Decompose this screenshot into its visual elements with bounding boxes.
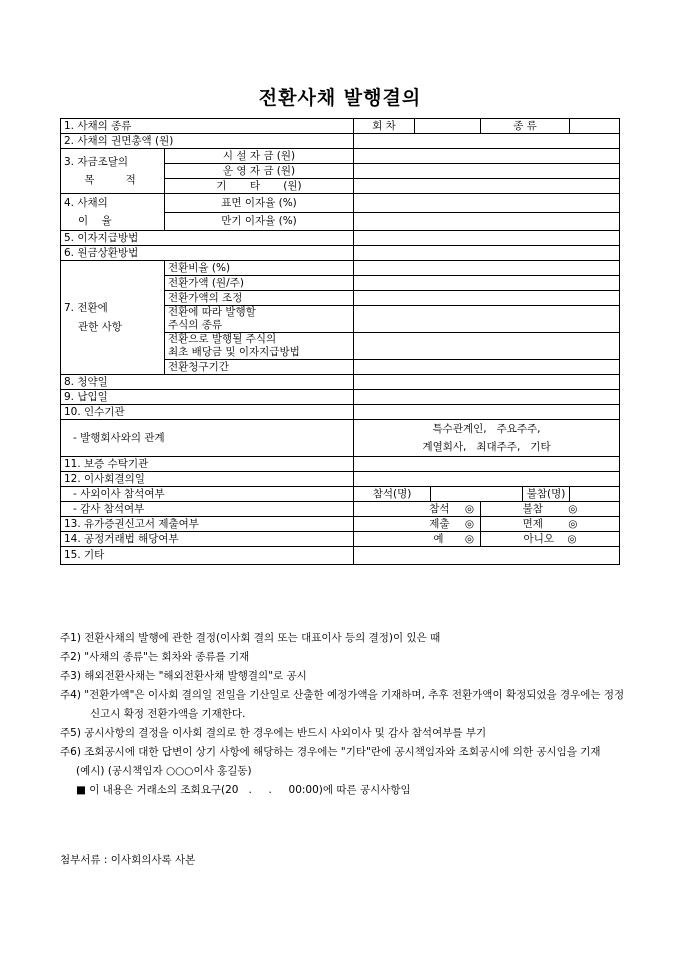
- share-type-label-a: 전환에 따라 발행할: [168, 306, 256, 318]
- round-value[interactable]: [415, 119, 481, 134]
- conversion-period-value[interactable]: [354, 360, 620, 375]
- issuer-relation-label: - 발행회사와의 관계: [61, 420, 354, 457]
- fair-trade-no-option[interactable]: 아니오 ◎: [481, 532, 620, 547]
- underwriter-label: 10. 인수기관: [61, 405, 354, 420]
- other-fund-label: 기 타 (원): [165, 179, 354, 194]
- conversion-label: [61, 261, 165, 375]
- interest-rate-label: [61, 194, 165, 231]
- funding-purpose-label: [61, 149, 165, 194]
- facility-fund-value[interactable]: [354, 149, 620, 164]
- conversion-label-b: 관한 사항: [78, 320, 122, 333]
- interest-rate-label-a: 4. 사채의: [64, 197, 108, 209]
- round-label: 회 차: [354, 119, 415, 134]
- subscription-date-value[interactable]: [354, 375, 620, 390]
- subscription-date-label: 8. 청약일: [61, 375, 354, 390]
- outside-director-label: - 사외이사 참석여부: [61, 487, 354, 502]
- other-fund-value[interactable]: [354, 179, 620, 194]
- share-type-label-b: 주식의 종류: [168, 319, 223, 331]
- maturity-rate-value[interactable]: [354, 213, 620, 231]
- note-3: 주3) 해외전환사채는 "해외전환사채 발행결의"로 공시: [60, 670, 307, 682]
- facility-fund-label: 시 설 자 금 (원): [165, 149, 354, 164]
- auditor-present-option[interactable]: 참석 ◎: [354, 502, 481, 517]
- funding-purpose-label-a: 3. 자금조달의: [64, 156, 129, 168]
- share-type-label: [165, 306, 354, 333]
- face-amount-label: 2. 사채의 권면총액 (원): [61, 134, 354, 149]
- auditor-absent-option[interactable]: 불참 ◎: [481, 502, 620, 517]
- disclosure-form-table: [60, 118, 620, 565]
- note-1: 주1) 전환사채의 발행에 관한 결정(이사회 결의 또는 대표이사 등의 결정)이 있은 때: [60, 632, 441, 644]
- principal-repayment-value[interactable]: [354, 246, 620, 261]
- payment-date-label: 9. 납입일: [61, 390, 354, 405]
- row-funding-purpose: [61, 149, 620, 164]
- other-value[interactable]: [354, 547, 620, 565]
- relation-option-line-1: 특수관계인, 주요주주,: [432, 423, 541, 435]
- row-face-amount: [61, 134, 620, 149]
- operating-fund-label: 운 영 자 금 (원): [165, 164, 354, 179]
- underwriter-value[interactable]: [354, 405, 620, 420]
- fair-trade-yes-option[interactable]: 예 ◎: [354, 532, 481, 547]
- conversion-price-value[interactable]: [354, 276, 620, 291]
- first-dividend-label: [165, 333, 354, 360]
- relation-option-line-2: 계열회사, 최대주주, 기타: [422, 441, 551, 453]
- interest-rate-label-b: 이 율: [78, 215, 112, 227]
- conversion-period-label: 전환청구기간: [165, 360, 354, 375]
- guarantor-value[interactable]: [354, 457, 620, 472]
- conversion-label-a: 7. 전환에: [64, 301, 108, 314]
- type-value[interactable]: [570, 119, 620, 134]
- row-interest-rate: [61, 194, 620, 213]
- row-conversion: [61, 261, 620, 276]
- guarantor-label: 11. 보증 수탁기관: [61, 457, 354, 472]
- absent-count-value[interactable]: [570, 487, 620, 502]
- attachment-line: 첨부서류 : 이사회의사록 사본: [60, 854, 196, 866]
- maturity-rate-label: 만기 이자율 (%): [165, 213, 354, 231]
- fair-trade-label: 14. 공정거래법 해당여부: [61, 532, 354, 547]
- coupon-rate-label: 표면 이자율 (%): [165, 194, 354, 213]
- bond-type-label: 1. 사채의 종류: [61, 119, 354, 134]
- principal-repayment-label: 6. 원금상환방법: [61, 246, 354, 261]
- other-label: 15. 기타: [61, 547, 354, 565]
- share-type-value[interactable]: [354, 306, 620, 333]
- conversion-ratio-label: 전환비율 (%): [165, 261, 354, 276]
- present-count-label: 참석(명): [354, 487, 431, 502]
- funding-purpose-label-b: 목 적: [84, 174, 141, 186]
- note-5: 주5) 공시사항의 결정을 이사회 결의로 한 경우에는 반드시 사외이사 및 감사 참석여부를 부기: [60, 727, 487, 739]
- price-adjustment-value[interactable]: [354, 291, 620, 306]
- first-dividend-label-a: 전환으로 발행될 주식의: [168, 333, 277, 345]
- coupon-rate-value[interactable]: [354, 194, 620, 213]
- payment-date-value[interactable]: [354, 390, 620, 405]
- note-2: 주2) "사채의 종류"는 회차와 종류를 기재: [60, 651, 250, 663]
- example-line: (예시) (공시책임자 ○○○이사 홍길동): [76, 765, 252, 777]
- operating-fund-value[interactable]: [354, 164, 620, 179]
- first-dividend-label-b: 최초 배당금 및 이자지급방법: [168, 346, 300, 358]
- conversion-price-label: 전환가액 (원/주): [165, 276, 354, 291]
- registration-exempt-option[interactable]: 면제 ◎: [481, 517, 620, 532]
- issuer-relation-options[interactable]: [354, 420, 620, 457]
- page-title: 전환사채 발행결의: [258, 87, 422, 109]
- conversion-ratio-value[interactable]: [354, 261, 620, 276]
- note-4: 주4) "전환가액"은 이사회 결의일 전일을 기산일로 산출한 예정가액을 기재하며, 추후 전환가액이 확정되었을 경우에는 정정 신고시 확정 전환가액을 기재한다.: [60, 689, 625, 720]
- notes-section: [60, 629, 630, 800]
- interest-payment-value[interactable]: [354, 231, 620, 246]
- price-adjustment-label: 전환가액의 조정: [165, 291, 354, 306]
- registration-submit-option[interactable]: 제출 ◎: [354, 517, 481, 532]
- registration-label: 13. 유가증권신고서 제출여부: [61, 517, 354, 532]
- board-date-label: 12. 이사회결의일: [61, 472, 354, 487]
- first-dividend-value[interactable]: [354, 333, 620, 360]
- absent-count-label: 불참(명): [523, 487, 570, 502]
- face-amount-value[interactable]: [354, 134, 620, 149]
- note-6: 주6) 조회공시에 대한 답변이 상기 사항에 해당하는 경우에는 "기타"란에 공시책임자와 조회공시에 의한 공시임을 기재: [60, 746, 601, 758]
- auditor-label: - 감사 참석여부: [61, 502, 354, 517]
- present-count-value[interactable]: [431, 487, 523, 502]
- board-date-value[interactable]: [354, 472, 620, 487]
- type-label: 종 류: [481, 119, 570, 134]
- row-bond-type: [61, 119, 620, 134]
- interest-payment-label: 5. 이자지급방법: [61, 231, 354, 246]
- notice-line: ■ 이 내용은 거래소의 조회요구(20 . . 00:00)에 따른 공시사항임: [76, 784, 411, 796]
